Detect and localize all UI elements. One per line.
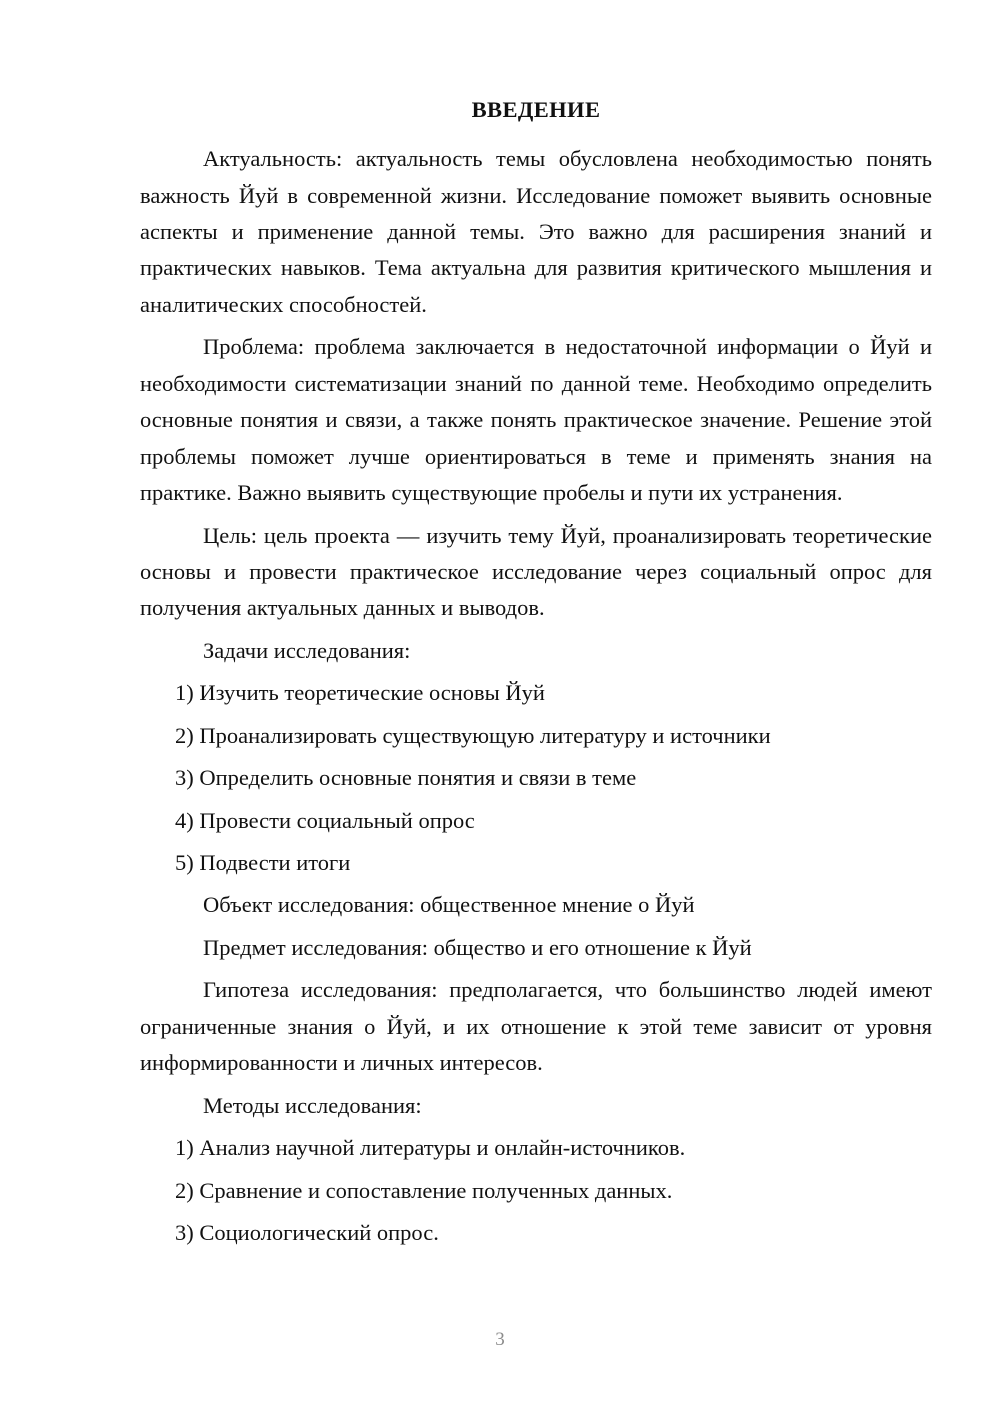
list-item: 3) Определить основные понятия и связи в теме bbox=[175, 765, 637, 791]
line-object-of-research: Объект исследования: общественное мнение о Йуй bbox=[203, 892, 695, 918]
document-body bbox=[140, 96, 932, 1257]
list-item: 1) Анализ научной литературы и онлайн-источников. bbox=[175, 1135, 686, 1161]
list-item: 1) Изучить теоретические основы Йуй bbox=[175, 680, 545, 706]
list-item: 3) Социологический опрос. bbox=[175, 1219, 439, 1245]
list-item: 5) Подвести итоги bbox=[175, 850, 351, 875]
paragraph-goal: Цель: цель проекта — изучить тему Йуй, проанализировать теоретические основы и провести практическое исследование через социальный опрос для получения актуальных данных и выводов. bbox=[140, 522, 932, 621]
heading-tasks: Задачи исследования: bbox=[203, 637, 411, 663]
paragraph-relevance: Актуальность: актуальность темы обусловлена необходимостью понять важность Йуй в современной жизни. Исследование поможет выявить основные аспекты и применение данной темы. Это важно для расширения знаний и практических навыков. Тема актуальна для развития критического мышления и аналитических способностей. bbox=[140, 146, 932, 317]
paragraph-hypothesis: Гипотеза исследования: предполагается, что большинство людей имеют ограниченные знания о Йуй, и их отношение к этой теме зависит от уровня информированности и личных интересов. bbox=[140, 977, 932, 1076]
list-item: 2) Проанализировать существующую литературу и источники bbox=[175, 722, 771, 748]
paragraph-problem: Проблема: проблема заключается в недостаточной информации о Йуй и необходимости систематизации знаний по данной теме. Необходимо определить основные понятия и связи, а также понять практическое значение. Решение этой проблемы поможет лучше ориентироваться в теме и применять знания на практике. Важно выявить существующие пробелы и пути их устранения. bbox=[140, 334, 932, 506]
heading-methods: Методы исследования: bbox=[203, 1092, 422, 1118]
page-title: ВВЕДЕНИЕ bbox=[471, 97, 601, 122]
list-item: 4) Провести социальный опрос bbox=[175, 807, 475, 833]
page-number: 3 bbox=[495, 1329, 505, 1350]
list-item: 2) Сравнение и сопоставление полученных данных. bbox=[175, 1177, 673, 1203]
line-subject-of-research: Предмет исследования: общество и его отношение к Йуй bbox=[203, 934, 752, 960]
